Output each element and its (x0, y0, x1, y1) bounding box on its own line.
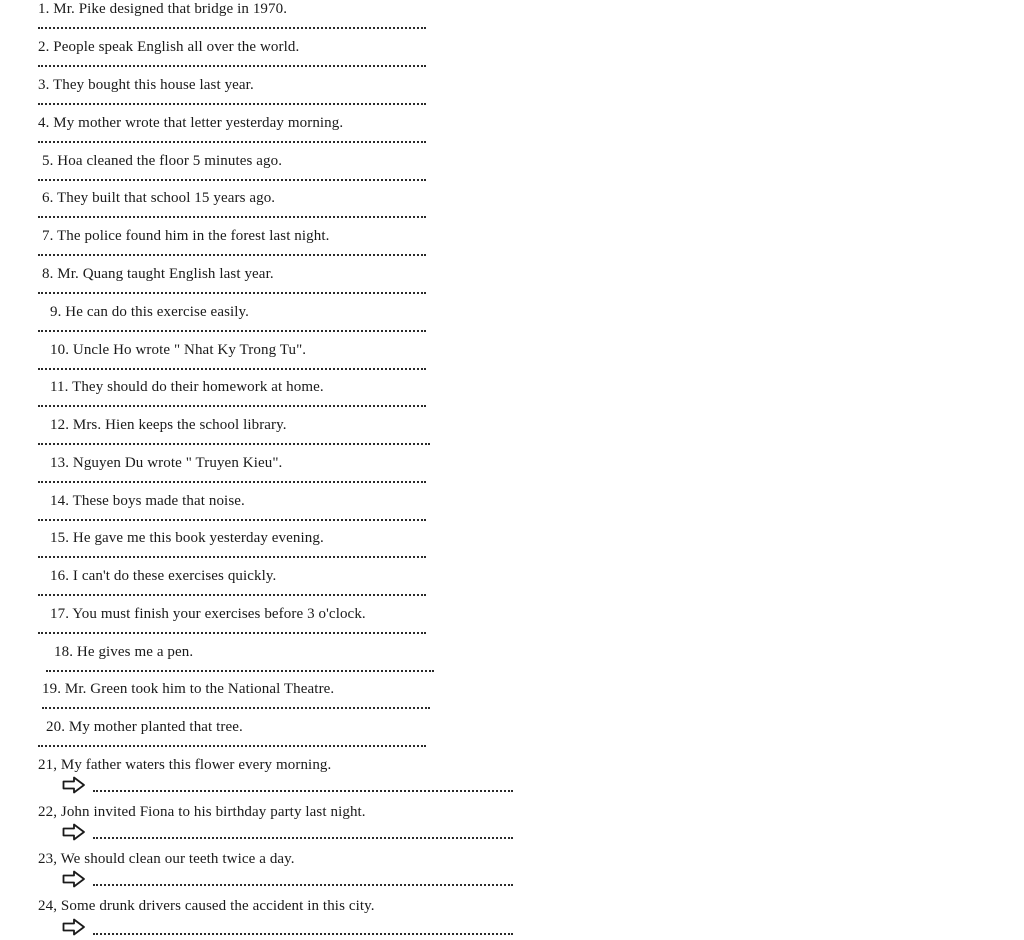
question-text: 21, My father waters this flower every morning. (38, 757, 332, 773)
question-2 (0, 38, 600, 76)
answer-line[interactable] (38, 364, 426, 370)
question-text: 23, We should clean our teeth twice a day. (38, 851, 295, 867)
question-text: 16. I can't do these exercises quickly. (50, 568, 277, 584)
question-15 (0, 529, 600, 567)
question-text: 17. You must finish your exercises before 3 o'clock. (50, 606, 366, 622)
question-text: 3. They bought this house last year. (38, 77, 254, 93)
answer-line[interactable] (46, 666, 434, 672)
question-text: 13. Nguyen Du wrote " Truyen Kieu". (50, 455, 283, 471)
question-23 (0, 850, 600, 897)
question-text: 2. People speak English all over the world. (38, 39, 300, 55)
answer-line[interactable] (38, 61, 426, 67)
question-text: 1. Mr. Pike designed that bridge in 1970. (38, 1, 288, 17)
answer-line[interactable] (38, 326, 426, 332)
question-text: 14. These boys made that noise. (50, 493, 245, 509)
answer-line[interactable] (38, 439, 430, 445)
question-text: 11. They should do their homework at home. (50, 379, 324, 395)
question-16 (0, 567, 600, 605)
answer-line[interactable] (38, 741, 426, 747)
answer-line[interactable] (93, 880, 513, 886)
question-3 (0, 76, 600, 114)
answer-line[interactable] (93, 929, 513, 935)
answer-line[interactable] (38, 137, 426, 143)
right-arrow-icon (62, 870, 86, 888)
answer-line[interactable] (38, 99, 426, 105)
question-4 (0, 114, 600, 152)
answer-line[interactable] (38, 212, 426, 218)
question-13 (0, 454, 600, 492)
question-9 (0, 303, 600, 341)
question-17 (0, 605, 600, 643)
question-text: 12. Mrs. Hien keeps the school library. (50, 417, 287, 433)
question-text: 5. Hoa cleaned the floor 5 minutes ago. (42, 153, 283, 169)
question-11 (0, 378, 600, 416)
question-text: 20. My mother planted that tree. (46, 719, 243, 735)
answer-line[interactable] (38, 590, 426, 596)
question-1 (0, 0, 600, 38)
question-19 (0, 680, 600, 718)
question-6 (0, 189, 600, 227)
question-8 (0, 265, 600, 303)
answer-line[interactable] (42, 703, 430, 709)
question-text: 24, Some drunk drivers caused the accident in this city. (38, 898, 375, 914)
question-text: 7. The police found him in the forest last night. (42, 228, 330, 244)
question-text: 6. They built that school 15 years ago. (42, 190, 276, 206)
answer-line[interactable] (38, 477, 426, 483)
question-18 (0, 643, 600, 681)
question-text: 22, John invited Fiona to his birthday party last night. (38, 804, 366, 820)
question-text: 10. Uncle Ho wrote " Nhat Ky Trong Tu". (50, 342, 307, 358)
question-text: 4. My mother wrote that letter yesterday morning. (38, 115, 344, 131)
answer-line[interactable] (93, 833, 513, 839)
question-22 (0, 803, 600, 850)
answer-line[interactable] (38, 23, 426, 29)
answer-line[interactable] (38, 175, 426, 181)
question-21 (0, 756, 600, 803)
answer-line[interactable] (38, 288, 426, 294)
question-24 (0, 897, 600, 940)
question-7 (0, 227, 600, 265)
question-12 (0, 416, 600, 454)
answer-line[interactable] (93, 786, 513, 792)
right-arrow-icon (62, 823, 86, 841)
question-text: 8. Mr. Quang taught English last year. (42, 266, 274, 282)
question-text: 15. He gave me this book yesterday evening. (50, 530, 324, 546)
right-arrow-icon (62, 918, 86, 936)
question-10 (0, 341, 600, 379)
question-14 (0, 492, 600, 530)
question-5 (0, 152, 600, 190)
answer-line[interactable] (38, 552, 426, 558)
right-arrow-icon (62, 776, 86, 794)
question-20 (0, 718, 600, 756)
question-text: 19. Mr. Green took him to the National Theatre. (42, 681, 335, 697)
question-text: 9. He can do this exercise easily. (50, 304, 250, 320)
answer-line[interactable] (38, 515, 426, 521)
answer-line[interactable] (38, 628, 426, 634)
answer-line[interactable] (38, 250, 426, 256)
question-text: 18. He gives me a pen. (54, 644, 194, 660)
answer-line[interactable] (38, 401, 426, 407)
